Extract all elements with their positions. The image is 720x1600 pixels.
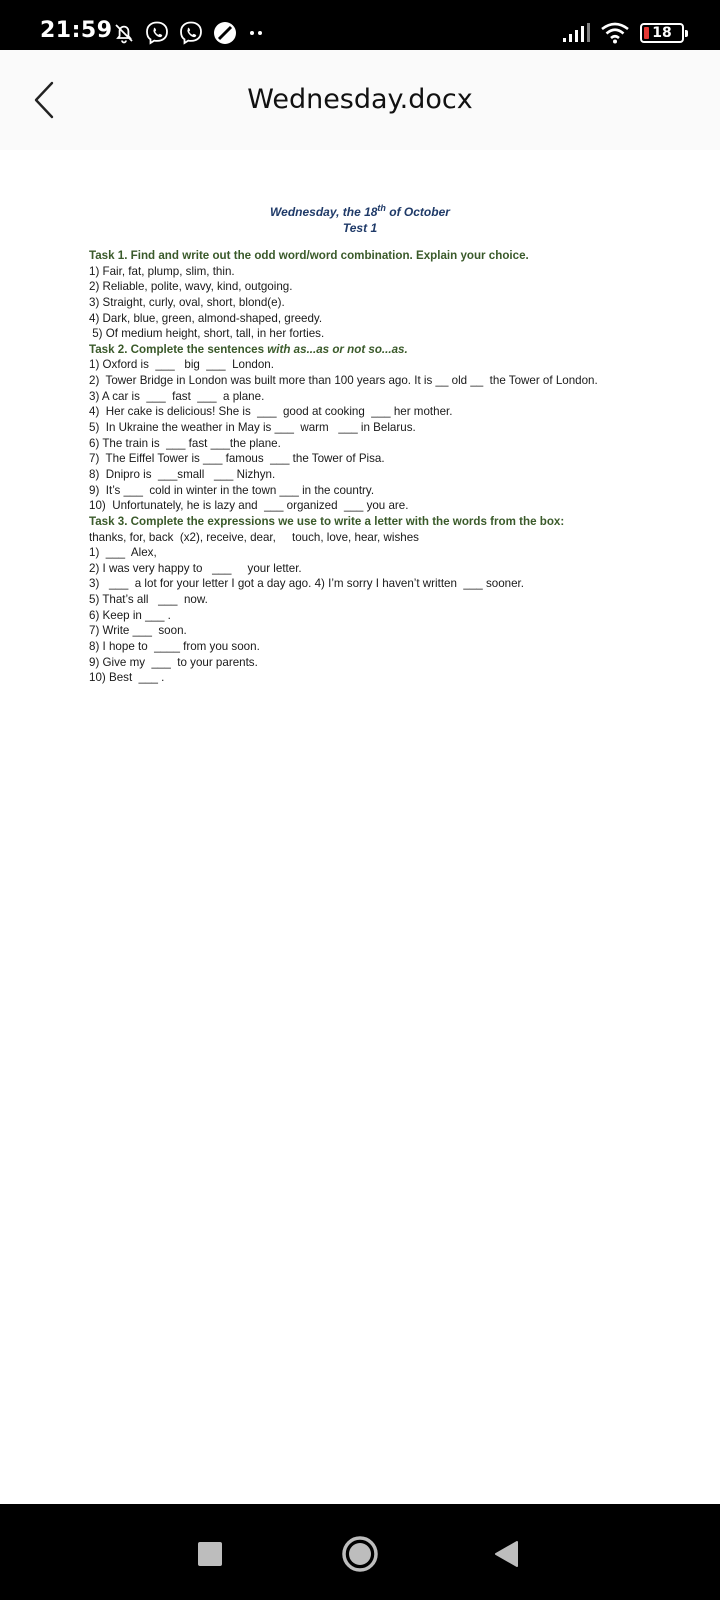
task2-item: 2) Tower Bridge in London was built more than 100 years ago. It is __ old __ the Tower of London. (89, 374, 598, 388)
task2-item: 10) Unfortunately, he is lazy and ___ organized ___ you are. (89, 499, 409, 513)
task2-item: 9) It’s ___ cold in winter in the town ___ in the country. (89, 483, 375, 497)
task3-item: 3) ___ a lot for your letter I got a day ago. 4) I’m sorry I haven’t written ___ sooner. (89, 577, 524, 591)
task2-item: 1) Oxford is ___ big ___ London. (89, 358, 274, 372)
task1-item: 1) Fair, fat, plump, slim, thin. (89, 264, 235, 278)
task3-title: Task 3. Complete the expressions we use to write a letter with the words from the box: (89, 514, 565, 528)
system-icons (562, 20, 684, 46)
task2-item: 7) The Eiffel Tower is ___ famous ___ the Tower of Pisa. (89, 452, 385, 466)
signal-icon (562, 23, 590, 43)
task2-item: 8) Dnipro is ___small ___ Nizhyn. (89, 467, 276, 481)
battery-fill (644, 27, 649, 39)
test-label: Test 1 (342, 221, 378, 235)
document-page[interactable] (0, 150, 720, 1500)
document-header (0, 204, 720, 236)
task3-item: 5) That’s all ___ now. (89, 593, 208, 607)
task3-item: 9) Give my ___ to your parents. (89, 655, 258, 669)
app-bar (0, 50, 720, 150)
task1-item: 3) Straight, curly, oval, short, blond(e). (89, 295, 285, 309)
home-circle-icon (340, 1534, 380, 1574)
task3-word-box: thanks, for, back (x2), receive, dear, touch, love, hear, wishes (89, 530, 419, 544)
back-nav-button[interactable] (476, 1524, 536, 1584)
more-dots-icon (246, 28, 268, 38)
task2-item: 3) A car is ___ fast ___ a plane. (89, 389, 265, 403)
viber-icon (144, 20, 170, 46)
home-button[interactable] (330, 1524, 390, 1584)
wifi-icon (600, 22, 630, 44)
task2-item: 4) Her cake is delicious! She is ___ good at cooking ___ her mother. (89, 405, 453, 419)
task2-title: Task 2. Complete the sentences with as...as or not so...as. (89, 342, 408, 356)
task1-item: 5) Of medium height, short, tall, in her forties. (89, 327, 325, 341)
bell-off-icon (112, 21, 136, 45)
battery-icon (640, 23, 684, 43)
task3-item: 7) Write ___ soon. (89, 624, 187, 638)
recents-button[interactable] (180, 1524, 240, 1584)
task3-item: 2) I was very happy to ___ your letter. (89, 561, 302, 575)
viber-icon (178, 20, 204, 46)
status-bar (0, 0, 720, 50)
document-body (89, 248, 649, 686)
task3-item: 8) I hope to ____ from you soon. (89, 640, 260, 654)
status-time: 21:59 (40, 18, 113, 43)
task3-item: 1) ___ Alex, (89, 546, 157, 560)
document-title: Wednesday.docx (247, 84, 473, 115)
task3-item: 6) Keep in ___ . (89, 608, 171, 622)
battery-level: 18 (652, 25, 672, 41)
back-button[interactable] (22, 74, 66, 126)
task1-item: 4) Dark, blue, green, almond-shaped, greedy. (89, 311, 323, 325)
chevron-left-icon (32, 81, 56, 119)
task2-item: 5) In Ukraine the weather in May is ___ warm ___ in Belarus. (89, 421, 416, 435)
compass-icon (212, 20, 238, 46)
task1-title: Task 1. Find and write out the odd word/word combination. Explain your choice. (89, 249, 529, 262)
navigation-bar (0, 1504, 720, 1600)
task1-item: 2) Reliable, polite, wavy, kind, outgoing. (89, 280, 293, 294)
recents-square-icon (197, 1541, 223, 1567)
task2-item: 6) The train is ___ fast ___the plane. (89, 436, 281, 450)
notification-icons (112, 20, 268, 46)
task3-item: 10) Best ___ . (89, 671, 165, 685)
date-line: Wednesday, the 18th of October (270, 203, 450, 219)
back-triangle-icon (493, 1540, 519, 1568)
